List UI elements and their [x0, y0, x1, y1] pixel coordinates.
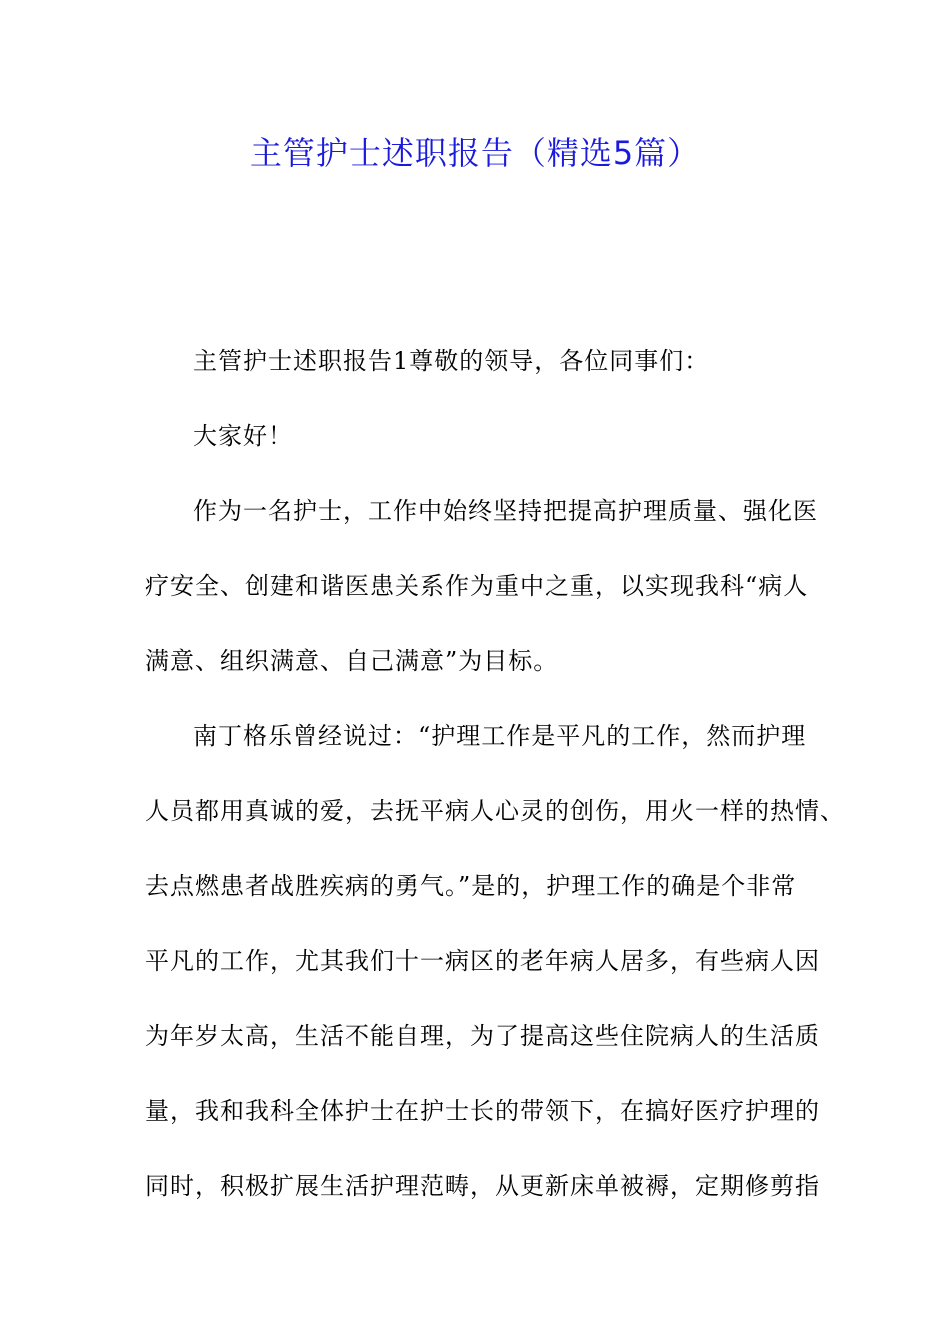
document-body — [145, 336, 845, 1236]
paragraph-line: 大家好！ — [193, 422, 293, 450]
paragraph-line: 平凡的工作，尤其我们十一病区的老年病人居多，有些病人因 — [145, 947, 820, 975]
paragraph-line: 疗安全、创建和谐医患关系作为重中之重，以实现我科“病人 — [145, 572, 809, 600]
paragraph-line: 南丁格乐曾经说过：“护理工作是平凡的工作，然而护理 — [193, 722, 807, 750]
paragraph-line: 满意、组织满意、自己满意”为目标。 — [145, 647, 559, 675]
paragraph-line: 为年岁太高，生活不能自理，为了提高这些住院病人的生活质 — [145, 1022, 820, 1050]
document-title: 主管护士述职报告（精选5篇） — [249, 134, 701, 172]
paragraph-nightingale — [145, 711, 845, 1211]
paragraph-line: 去点燃患者战胜疾病的勇气。”是的，护理工作的确是个非常 — [145, 872, 797, 900]
paragraph-greeting — [145, 411, 821, 461]
paragraph-line: 同时，积极扩展生活护理范畴，从更新床单被褥，定期修剪指 — [145, 1172, 820, 1200]
paragraph-line: 量，我和我科全体护士在护士长的带领下，在搞好医疗护理的 — [145, 1097, 820, 1125]
paragraph-goal — [145, 486, 821, 686]
paragraph-line: 人员都用真诚的爱，去抚平病人心灵的创伤，用火一样的热情、 — [145, 797, 845, 825]
paragraph-line: 作为一名护士，工作中始终坚持把提高护理质量、强化医 — [193, 497, 818, 525]
paragraph-line: 主管护士述职报告1尊敬的领导，各位同事们： — [193, 347, 710, 375]
paragraph-salutation — [145, 336, 821, 386]
